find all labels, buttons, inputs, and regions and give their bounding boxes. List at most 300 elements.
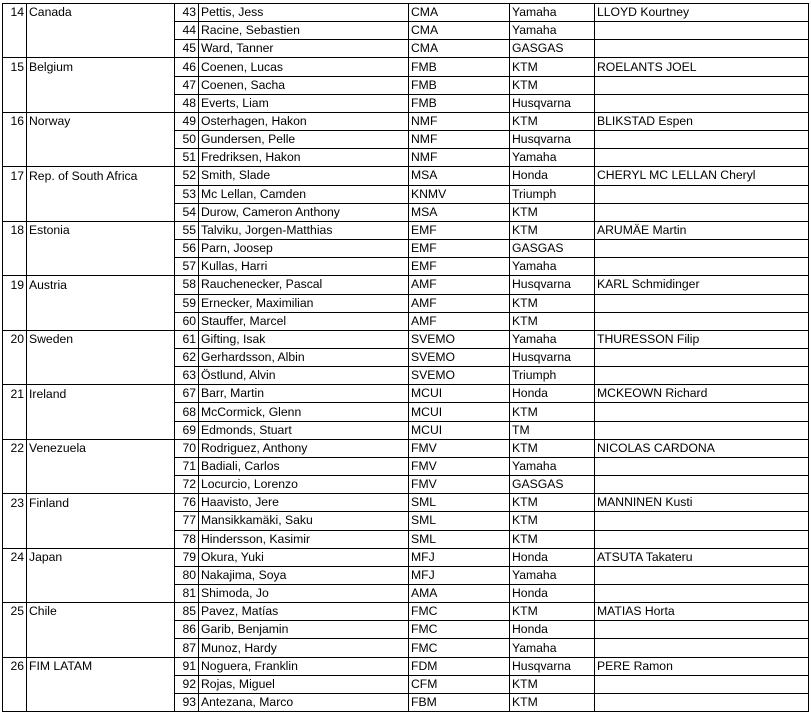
motorcycle-brand-cell: KTM [510,512,595,530]
team-number-cell: 25 [3,603,27,621]
motorcycle-brand-cell: Yamaha [510,22,595,40]
rider-number-cell: 55 [175,221,199,239]
federation-cell: FDM [409,657,510,675]
federation-cell: SML [409,494,510,512]
table-row [3,240,809,258]
rider-name-cell: Talviku, Jorgen-Matthias [199,221,409,239]
federation-cell: CMA [409,22,510,40]
table-row [3,258,809,276]
rider-name-cell: Antezana, Marco [199,693,409,711]
country-cell: Chile [27,603,175,621]
country-cell: Sweden [27,330,175,348]
rider-name-cell: Fredriksen, Hakon [199,149,409,167]
team-number-cell: 17 [3,167,27,185]
federation-cell: MSA [409,203,510,221]
team-manager-cell: KARL Schmidinger [595,276,809,294]
rider-number-cell: 53 [175,185,199,203]
team-manager-cell [595,240,809,258]
team-manager-cell [595,585,809,603]
federation-cell: MCUI [409,385,510,403]
table-row [3,312,809,330]
motorcycle-brand-cell: Yamaha [510,4,595,22]
federation-cell: FMC [409,603,510,621]
table-row [3,457,809,475]
table-row [3,203,809,221]
motorcycle-brand-cell: Honda [510,385,595,403]
team-manager-cell [595,185,809,203]
team-number-cell: 14 [3,4,27,22]
table-row [3,548,809,566]
motorcycle-brand-cell: Honda [510,585,595,603]
country-cell [27,76,175,94]
country-cell [27,185,175,203]
rider-number-cell: 47 [175,76,199,94]
rider-number-cell: 77 [175,512,199,530]
rider-name-cell: Badiali, Carlos [199,457,409,475]
rider-name-cell: Gerhardsson, Albin [199,348,409,366]
country-cell [27,294,175,312]
rider-number-cell: 81 [175,585,199,603]
federation-cell: SML [409,512,510,530]
rider-number-cell: 78 [175,530,199,548]
country-cell [27,312,175,330]
rider-name-cell: Östlund, Alvin [199,367,409,385]
team-manager-cell: ARUMÄE Martin [595,221,809,239]
team-number-cell [3,457,27,475]
motorcycle-brand-cell: KTM [510,312,595,330]
country-cell: Estonia [27,221,175,239]
table-row [3,22,809,40]
team-number-cell: 19 [3,276,27,294]
federation-cell: FMB [409,94,510,112]
motorcycle-brand-cell: KTM [510,439,595,457]
federation-cell: AMA [409,585,510,603]
rider-number-cell: 93 [175,693,199,711]
federation-cell: SVEMO [409,348,510,366]
rider-name-cell: Smith, Slade [199,167,409,185]
rider-number-cell: 91 [175,657,199,675]
table-row [3,294,809,312]
team-number-cell [3,203,27,221]
rider-name-cell: Pavez, Matías [199,603,409,621]
team-manager-cell [595,149,809,167]
motorcycle-brand-cell: GASGAS [510,40,595,58]
motorcycle-brand-cell: Yamaha [510,149,595,167]
table-row [3,221,809,239]
motorcycle-brand-cell: GASGAS [510,240,595,258]
team-number-cell [3,94,27,112]
rider-name-cell: Barr, Martin [199,385,409,403]
roster-body [3,4,809,712]
rider-number-cell: 52 [175,167,199,185]
table-row [3,385,809,403]
team-number-cell: 18 [3,221,27,239]
federation-cell: MFJ [409,548,510,566]
team-number-cell: 16 [3,112,27,130]
rider-number-cell: 49 [175,112,199,130]
motorcycle-brand-cell: Yamaha [510,457,595,475]
rider-number-cell: 57 [175,258,199,276]
rider-number-cell: 58 [175,276,199,294]
country-cell [27,457,175,475]
rider-name-cell: Mansikkamäki, Saku [199,512,409,530]
country-cell: Finland [27,494,175,512]
rider-number-cell: 59 [175,294,199,312]
table-row [3,94,809,112]
rider-name-cell: Ernecker, Maximilian [199,294,409,312]
team-manager-cell [595,566,809,584]
country-cell [27,149,175,167]
rider-name-cell: Rauchenecker, Pascal [199,276,409,294]
rider-name-cell: Racine, Sebastien [199,22,409,40]
rider-number-cell: 79 [175,548,199,566]
rider-number-cell: 68 [175,403,199,421]
country-cell [27,512,175,530]
country-cell [27,348,175,366]
rider-name-cell: Nakajima, Soya [199,566,409,584]
team-roster-table [2,3,809,712]
rider-number-cell: 76 [175,494,199,512]
country-cell [27,693,175,711]
team-number-cell: 22 [3,439,27,457]
rider-name-cell: Locurcio, Lorenzo [199,476,409,494]
rider-number-cell: 67 [175,385,199,403]
table-row [3,40,809,58]
motorcycle-brand-cell: Honda [510,621,595,639]
team-number-cell [3,566,27,584]
team-number-cell: 20 [3,330,27,348]
federation-cell: CMA [409,4,510,22]
country-cell: Venezuela [27,439,175,457]
rider-name-cell: Durow, Cameron Anthony [199,203,409,221]
motorcycle-brand-cell: KTM [510,494,595,512]
rider-number-cell: 72 [175,476,199,494]
country-cell [27,639,175,657]
table-row [3,367,809,385]
table-row [3,621,809,639]
rider-name-cell: Gifting, Isak [199,330,409,348]
country-cell [27,240,175,258]
country-cell [27,203,175,221]
team-number-cell [3,76,27,94]
rider-name-cell: Ward, Tanner [199,40,409,58]
federation-cell: SML [409,530,510,548]
rider-name-cell: Parn, Joosep [199,240,409,258]
rider-name-cell: Rodriguez, Anthony [199,439,409,457]
team-number-cell: 21 [3,385,27,403]
country-cell [27,530,175,548]
team-manager-cell [595,76,809,94]
team-manager-cell: PERE Ramon [595,657,809,675]
rider-number-cell: 85 [175,603,199,621]
country-cell: Canada [27,4,175,22]
rider-number-cell: 71 [175,457,199,475]
country-cell: Austria [27,276,175,294]
rider-name-cell: Rojas, Miguel [199,675,409,693]
country-cell [27,566,175,584]
motorcycle-brand-cell: KTM [510,294,595,312]
motorcycle-brand-cell: Husqvarna [510,276,595,294]
team-manager-cell [595,203,809,221]
rider-number-cell: 63 [175,367,199,385]
team-number-cell [3,131,27,149]
team-number-cell [3,512,27,530]
federation-cell: SVEMO [409,367,510,385]
country-cell [27,403,175,421]
rider-name-cell: Pettis, Jess [199,4,409,22]
table-row [3,131,809,149]
team-manager-cell [595,621,809,639]
motorcycle-brand-cell: GASGAS [510,476,595,494]
table-row [3,403,809,421]
rider-name-cell: Munoz, Hardy [199,639,409,657]
rider-name-cell: Osterhagen, Hakon [199,112,409,130]
motorcycle-brand-cell: KTM [510,76,595,94]
rider-name-cell: Gundersen, Pelle [199,131,409,149]
rider-name-cell: Shimoda, Jo [199,585,409,603]
motorcycle-brand-cell: Yamaha [510,566,595,584]
table-row [3,603,809,621]
rider-name-cell: Coenen, Sacha [199,76,409,94]
table-row [3,639,809,657]
federation-cell: KNMV [409,185,510,203]
rider-number-cell: 69 [175,421,199,439]
country-cell [27,131,175,149]
team-manager-cell [595,40,809,58]
rider-number-cell: 92 [175,675,199,693]
federation-cell: SVEMO [409,330,510,348]
team-number-cell: 23 [3,494,27,512]
rider-number-cell: 43 [175,4,199,22]
team-manager-cell: BLIKSTAD Espen [595,112,809,130]
motorcycle-brand-cell: KTM [510,203,595,221]
team-number-cell [3,403,27,421]
team-number-cell [3,22,27,40]
rider-name-cell: Stauffer, Marcel [199,312,409,330]
federation-cell: FMV [409,476,510,494]
country-cell: FIM LATAM [27,657,175,675]
team-manager-cell [595,403,809,421]
team-manager-cell: THURESSON Filip [595,330,809,348]
table-row [3,348,809,366]
team-number-cell [3,675,27,693]
team-manager-cell [595,693,809,711]
motorcycle-brand-cell: Husqvarna [510,131,595,149]
motorcycle-brand-cell: KTM [510,58,595,76]
country-cell: Japan [27,548,175,566]
federation-cell: MCUI [409,421,510,439]
team-manager-cell: ATSUTA Takateru [595,548,809,566]
motorcycle-brand-cell: KTM [510,675,595,693]
table-row [3,476,809,494]
rider-name-cell: Noguera, Franklin [199,657,409,675]
rider-number-cell: 60 [175,312,199,330]
federation-cell: AMF [409,276,510,294]
federation-cell: FMV [409,439,510,457]
rider-name-cell: Kullas, Harri [199,258,409,276]
team-number-cell [3,693,27,711]
rider-name-cell: Hindersson, Kasimir [199,530,409,548]
country-cell [27,40,175,58]
motorcycle-brand-cell: KTM [510,112,595,130]
federation-cell: MCUI [409,403,510,421]
team-manager-cell [595,294,809,312]
federation-cell: AMF [409,312,510,330]
table-row [3,112,809,130]
country-cell: Rep. of South Africa [27,167,175,185]
team-number-cell [3,149,27,167]
motorcycle-brand-cell: Honda [510,548,595,566]
team-manager-cell: LLOYD Kourtney [595,4,809,22]
table-row [3,4,809,22]
team-manager-cell [595,457,809,475]
team-manager-cell [595,312,809,330]
motorcycle-brand-cell: Husqvarna [510,94,595,112]
country-cell: Norway [27,112,175,130]
motorcycle-brand-cell: KTM [510,603,595,621]
rider-number-cell: 61 [175,330,199,348]
rider-name-cell: Haavisto, Jere [199,494,409,512]
country-cell [27,367,175,385]
rider-number-cell: 44 [175,22,199,40]
table-row [3,421,809,439]
country-cell [27,421,175,439]
team-number-cell [3,639,27,657]
motorcycle-brand-cell: Triumph [510,367,595,385]
team-manager-cell: MANNINEN Kusti [595,494,809,512]
team-manager-cell [595,639,809,657]
team-number-cell [3,530,27,548]
team-number-cell: 26 [3,657,27,675]
team-number-cell [3,421,27,439]
country-cell: Belgium [27,58,175,76]
team-manager-cell: NICOLAS CARDONA [595,439,809,457]
team-manager-cell [595,367,809,385]
team-manager-cell [595,258,809,276]
table-row [3,675,809,693]
team-manager-cell: ROELANTS JOEL [595,58,809,76]
rider-name-cell: Coenen, Lucas [199,58,409,76]
motorcycle-brand-cell: Yamaha [510,330,595,348]
team-number-cell [3,240,27,258]
country-cell [27,621,175,639]
table-row [3,76,809,94]
motorcycle-brand-cell: Honda [510,167,595,185]
team-number-cell [3,185,27,203]
team-manager-cell [595,94,809,112]
team-manager-cell [595,22,809,40]
team-manager-cell [595,512,809,530]
rider-number-cell: 50 [175,131,199,149]
team-number-cell: 24 [3,548,27,566]
table-row [3,276,809,294]
team-manager-cell [595,476,809,494]
team-number-cell [3,476,27,494]
team-manager-cell: MATIAS Horta [595,603,809,621]
motorcycle-brand-cell: KTM [510,693,595,711]
rider-name-cell: Mc Lellan, Camden [199,185,409,203]
federation-cell: EMF [409,221,510,239]
table-row [3,58,809,76]
country-cell [27,258,175,276]
team-manager-cell [595,348,809,366]
team-number-cell: 15 [3,58,27,76]
federation-cell: FBM [409,693,510,711]
table-row [3,512,809,530]
federation-cell: NMF [409,149,510,167]
federation-cell: MFJ [409,566,510,584]
team-number-cell [3,258,27,276]
table-row [3,185,809,203]
country-cell: Ireland [27,385,175,403]
team-manager-cell [595,530,809,548]
motorcycle-brand-cell: Yamaha [510,258,595,276]
federation-cell: NMF [409,112,510,130]
federation-cell: FMB [409,76,510,94]
federation-cell: FMV [409,457,510,475]
motorcycle-brand-cell: TM [510,421,595,439]
rider-number-cell: 56 [175,240,199,258]
table-row [3,657,809,675]
rider-number-cell: 45 [175,40,199,58]
motorcycle-brand-cell: Yamaha [510,639,595,657]
table-row [3,585,809,603]
rider-name-cell: Garib, Benjamin [199,621,409,639]
rider-number-cell: 87 [175,639,199,657]
table-row [3,149,809,167]
motorcycle-brand-cell: KTM [510,403,595,421]
team-number-cell [3,348,27,366]
motorcycle-brand-cell: Triumph [510,185,595,203]
motorcycle-brand-cell: KTM [510,221,595,239]
table-row [3,494,809,512]
team-number-cell [3,40,27,58]
table-row [3,530,809,548]
team-number-cell [3,367,27,385]
table-row [3,330,809,348]
country-cell [27,585,175,603]
rider-name-cell: Everts, Liam [199,94,409,112]
motorcycle-brand-cell: Husqvarna [510,657,595,675]
federation-cell: FMC [409,621,510,639]
federation-cell: AMF [409,294,510,312]
team-manager-cell [595,131,809,149]
rider-number-cell: 51 [175,149,199,167]
team-number-cell [3,585,27,603]
country-cell [27,476,175,494]
federation-cell: CFM [409,675,510,693]
table-row [3,693,809,711]
rider-number-cell: 86 [175,621,199,639]
country-cell [27,675,175,693]
rider-number-cell: 80 [175,566,199,584]
motorcycle-brand-cell: Husqvarna [510,348,595,366]
federation-cell: EMF [409,240,510,258]
federation-cell: FMC [409,639,510,657]
federation-cell: CMA [409,40,510,58]
rider-number-cell: 70 [175,439,199,457]
table-row [3,566,809,584]
country-cell [27,22,175,40]
rider-number-cell: 48 [175,94,199,112]
team-manager-cell: MCKEOWN Richard [595,385,809,403]
team-manager-cell [595,421,809,439]
rider-name-cell: Edmonds, Stuart [199,421,409,439]
rider-name-cell: McCormick, Glenn [199,403,409,421]
rider-number-cell: 54 [175,203,199,221]
team-number-cell [3,312,27,330]
federation-cell: MSA [409,167,510,185]
